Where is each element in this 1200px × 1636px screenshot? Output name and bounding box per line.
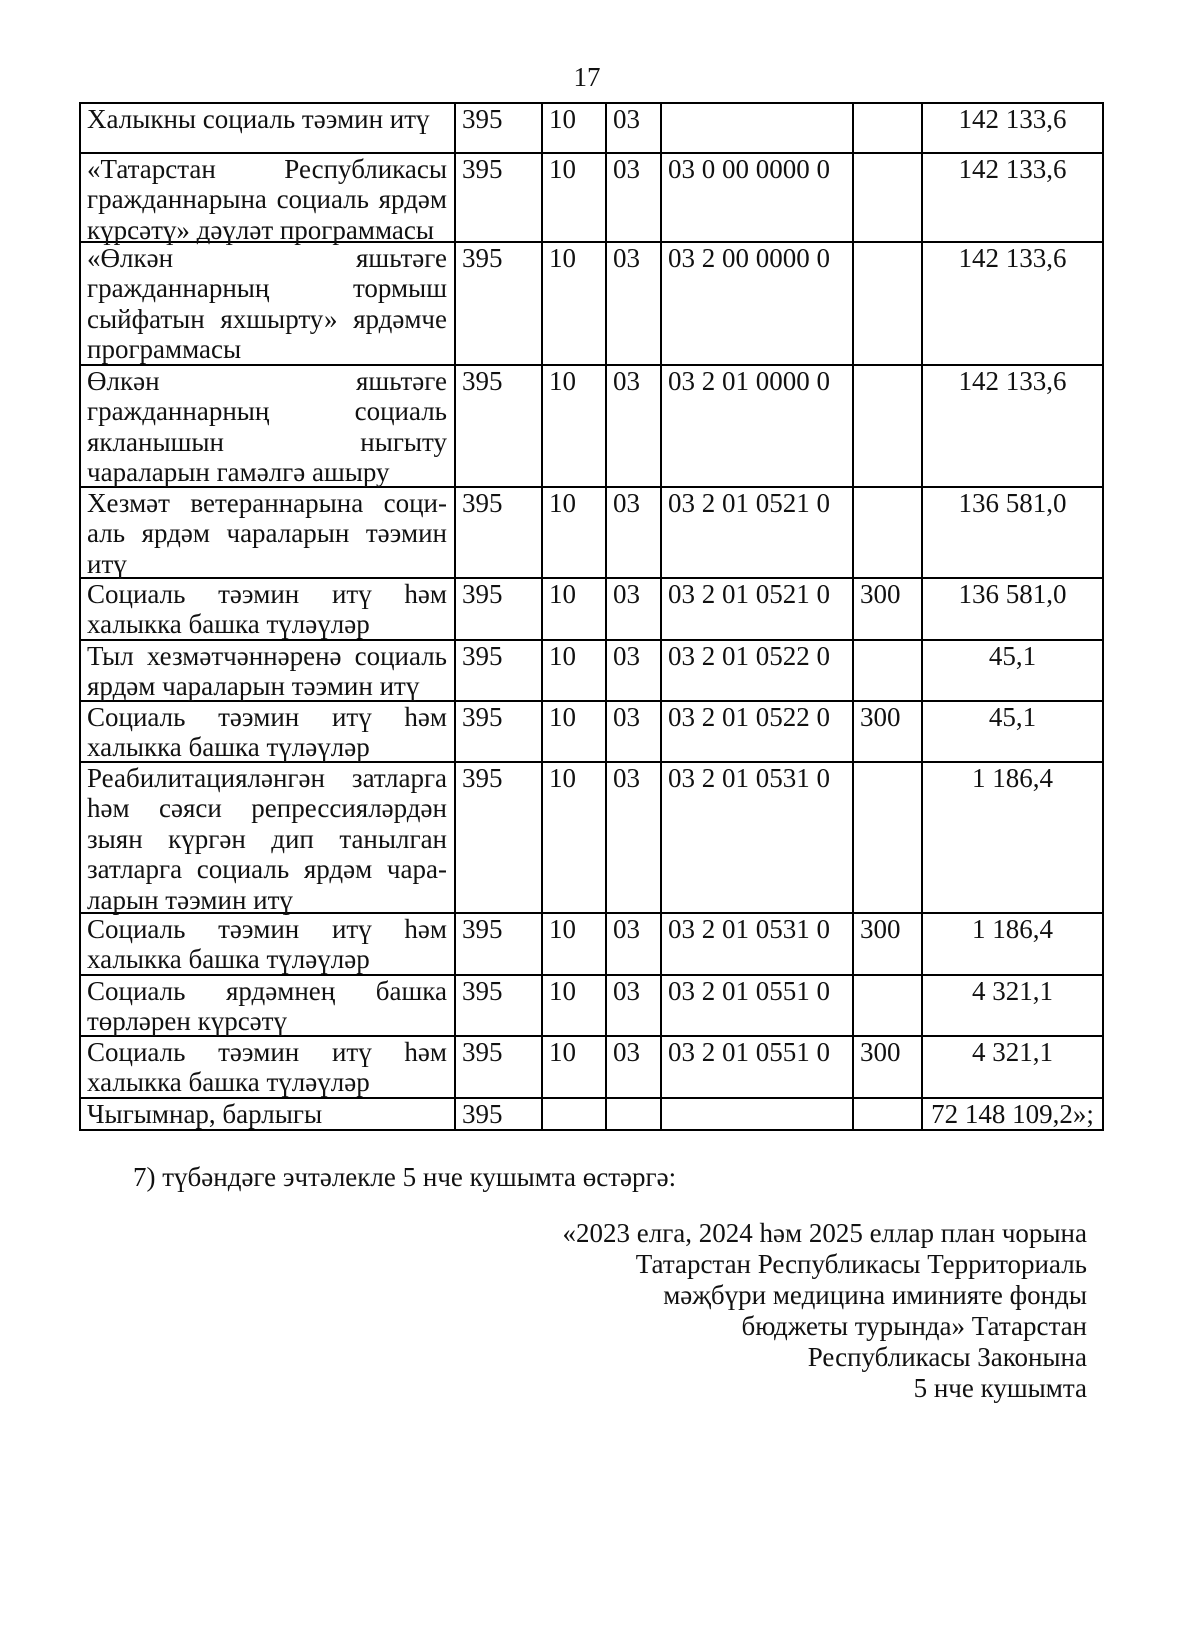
word: танылган <box>339 823 447 854</box>
expense-type-code-cell <box>854 1099 923 1131</box>
row-title-cell <box>81 488 456 579</box>
department-code-cell: 395 <box>456 1099 543 1131</box>
table-row <box>81 243 1104 366</box>
row-title-cell <box>81 104 456 154</box>
subsection-code-cell: 03 <box>607 641 662 702</box>
subsection-code-cell: 03 <box>607 976 662 1037</box>
amount-cell: 142 133,6 <box>923 154 1104 243</box>
expense-type-code-cell <box>854 641 923 702</box>
word: гражданнарның <box>87 273 270 304</box>
word: ярдәм <box>303 854 373 885</box>
row-title-line <box>87 243 447 273</box>
word: гражданнарына <box>87 184 267 215</box>
target-article-code-cell: 03 2 01 0551 0 <box>662 1037 854 1099</box>
table-row <box>81 366 1104 488</box>
word: яхшырту» <box>220 303 338 334</box>
appendix-heading-line: Республикасы Законына <box>807 1342 1087 1372</box>
row-title-cell <box>81 154 456 243</box>
word: Социаль <box>87 976 186 1006</box>
word: башка <box>375 976 447 1006</box>
word: итү <box>331 702 372 732</box>
section-code-cell: 10 <box>543 763 607 914</box>
amount-cell: 142 133,6 <box>923 366 1104 488</box>
amount-cell: 136 581,0 <box>923 579 1104 641</box>
target-article-code-cell <box>662 104 854 154</box>
row-title-line <box>87 763 447 793</box>
word: Хезмәт <box>87 488 170 518</box>
row-title-line: халыкка башка түләүләр <box>87 609 370 640</box>
row-title-cell <box>81 914 456 976</box>
table-row <box>81 1099 1104 1131</box>
table-row <box>81 641 1104 702</box>
table-row <box>81 488 1104 579</box>
target-article-code-cell: 03 2 01 0522 0 <box>662 702 854 763</box>
expense-type-code-cell <box>854 366 923 488</box>
section-code-cell: 10 <box>543 579 607 641</box>
row-title-line <box>87 488 447 518</box>
subsection-code-cell: 03 <box>607 366 662 488</box>
section-code-cell: 10 <box>543 366 607 488</box>
word: ярдәм <box>378 184 447 215</box>
word: социаль <box>354 641 447 671</box>
row-title-line: халыкка башка түләүләр <box>87 732 370 763</box>
row-title-line: чараларын гамәлгә ашыру <box>87 457 390 488</box>
section-code-cell: 10 <box>543 243 607 366</box>
appendix-heading-line: бюджеты турында» Татарстан <box>741 1311 1087 1341</box>
department-code-cell: 395 <box>456 366 543 488</box>
row-title-line <box>87 304 447 334</box>
word: Социаль <box>87 914 186 944</box>
department-code-cell: 395 <box>456 243 543 366</box>
expense-type-code-cell <box>854 154 923 243</box>
target-article-code-cell: 03 2 01 0000 0 <box>662 366 854 488</box>
row-title-line <box>87 824 447 854</box>
target-article-code-cell: 03 0 00 0000 0 <box>662 154 854 243</box>
row-title-line: итү <box>87 548 127 579</box>
department-code-cell: 395 <box>456 488 543 579</box>
word: тормыш <box>352 273 447 304</box>
row-title-cell <box>81 641 456 702</box>
department-code-cell: 395 <box>456 702 543 763</box>
amount-cell: 45,1 <box>923 702 1104 763</box>
row-title-line <box>87 273 447 303</box>
appendix-heading-line: Татарстан Республикасы Территориаль <box>635 1249 1087 1279</box>
row-title-line: халыкка башка түләүләр <box>87 944 370 975</box>
word: соци- <box>383 488 447 518</box>
department-code-cell: 395 <box>456 641 543 702</box>
word: социаль <box>196 854 290 885</box>
department-code-cell: 395 <box>456 104 543 154</box>
word: затларга <box>351 763 447 793</box>
word: ярдәмнең <box>225 976 336 1006</box>
word: Социаль <box>87 579 186 609</box>
row-title-line <box>87 579 447 609</box>
row-title-cell <box>81 763 456 914</box>
page-number: 17 <box>573 62 601 92</box>
department-code-cell: 395 <box>456 914 543 976</box>
row-title-line <box>87 702 447 732</box>
appendix-heading-line: «2023 елга, 2024 һәм 2025 еллар план чорына <box>562 1218 1087 1248</box>
word: Тыл <box>87 641 134 671</box>
amount-cell: 1 186,4 <box>923 763 1104 914</box>
target-article-code-cell: 03 2 01 0521 0 <box>662 488 854 579</box>
amount-cell: 4 321,1 <box>923 1037 1104 1099</box>
table-row <box>81 579 1104 641</box>
word: яшьтәге <box>356 366 447 396</box>
instruction-paragraph: 7) түбәндәге эчтәлекле 5 нче кушымта өстәргә: <box>133 1162 677 1192</box>
row-title-line: төрләрен күрсәтү <box>87 1006 287 1037</box>
row-title-line <box>87 1037 447 1067</box>
expense-type-code-cell: 300 <box>854 702 923 763</box>
word: чараларын <box>226 518 350 549</box>
row-title-line <box>87 396 447 426</box>
word: социаль <box>276 184 369 215</box>
row-title-cell <box>81 702 456 763</box>
word: тәэмин <box>218 579 300 609</box>
section-code-cell: 10 <box>543 914 607 976</box>
row-title-cell <box>81 579 456 641</box>
row-title-cell <box>81 1099 456 1131</box>
row-title-line <box>87 914 447 944</box>
amount-cell: 142 133,6 <box>923 104 1104 154</box>
word: репрессияләрдән <box>251 793 447 824</box>
subsection-code-cell: 03 <box>607 914 662 976</box>
expense-type-code-cell: 300 <box>854 1037 923 1099</box>
word: яшьтәге <box>356 243 447 273</box>
row-title-line: Халыкны социаль тәэмин итү <box>87 104 430 134</box>
target-article-code-cell: 03 2 01 0531 0 <box>662 763 854 914</box>
department-code-cell: 395 <box>456 154 543 243</box>
word: хезмәтчәннәренә <box>146 641 342 671</box>
word: күргән <box>168 823 246 854</box>
target-article-code-cell <box>662 1099 854 1131</box>
word: ярдәмче <box>353 303 447 334</box>
word: социаль <box>354 396 447 427</box>
table-row <box>81 914 1104 976</box>
row-title-line: программасы <box>87 334 242 365</box>
word: һәм <box>404 1037 447 1067</box>
word: «Татарстан <box>87 154 216 184</box>
section-code-cell: 10 <box>543 1037 607 1099</box>
word: Социаль <box>87 702 186 732</box>
word: һәм <box>404 579 447 609</box>
word: затларга <box>87 854 183 885</box>
word: ныгыту <box>360 426 447 457</box>
subsection-code-cell: 03 <box>607 104 662 154</box>
expense-type-code-cell <box>854 763 923 914</box>
word: сыйфатын <box>87 303 205 334</box>
row-title-line <box>87 154 447 184</box>
word: «Өлкән <box>87 243 174 273</box>
row-title-cell <box>81 243 456 366</box>
word: тәэмин <box>218 1037 300 1067</box>
target-article-code-cell: 03 2 01 0551 0 <box>662 976 854 1037</box>
word: чара- <box>386 854 447 885</box>
section-code-cell: 10 <box>543 154 607 243</box>
target-article-code-cell: 03 2 00 0000 0 <box>662 243 854 366</box>
target-article-code-cell: 03 2 01 0521 0 <box>662 579 854 641</box>
expense-type-code-cell <box>854 976 923 1037</box>
word: итү <box>331 579 372 609</box>
word: зыян <box>87 823 143 854</box>
appendix-heading <box>562 1218 1087 1404</box>
word: гражданнарның <box>87 396 270 427</box>
word: дип <box>271 823 314 854</box>
word: Социаль <box>87 1037 186 1067</box>
section-code-cell: 10 <box>543 104 607 154</box>
row-title-cell <box>81 366 456 488</box>
amount-cell: 72 148 109,2»; <box>923 1099 1104 1131</box>
expense-type-code-cell <box>854 243 923 366</box>
table-row <box>81 1037 1104 1099</box>
word: итү <box>331 914 372 944</box>
subsection-code-cell: 03 <box>607 702 662 763</box>
row-title-line: күрсәтү» дәүләт программасы <box>87 214 434 245</box>
row-title-line: ларын тәэмин итү <box>87 884 293 915</box>
amount-cell: 136 581,0 <box>923 488 1104 579</box>
word: ветераннарына <box>190 488 364 518</box>
word: тәэмин <box>365 518 447 549</box>
target-article-code-cell: 03 2 01 0531 0 <box>662 914 854 976</box>
target-article-code-cell: 03 2 01 0522 0 <box>662 641 854 702</box>
subsection-code-cell <box>607 1099 662 1131</box>
budget-table <box>79 102 1104 1131</box>
table-row <box>81 104 1104 154</box>
amount-cell: 45,1 <box>923 641 1104 702</box>
row-title-line <box>87 976 447 1006</box>
row-title-line <box>87 366 447 396</box>
word: һәм <box>87 793 130 824</box>
row-title-line: ярдәм чараларын тәэмин итү <box>87 671 420 702</box>
section-code-cell: 10 <box>543 488 607 579</box>
expense-type-code-cell: 300 <box>854 914 923 976</box>
section-code-cell: 10 <box>543 702 607 763</box>
row-title-line <box>87 793 447 823</box>
amount-cell: 4 321,1 <box>923 976 1104 1037</box>
row-title-line <box>87 518 447 548</box>
amount-cell: 1 186,4 <box>923 914 1104 976</box>
word: аль <box>87 518 126 549</box>
word: һәм <box>404 914 447 944</box>
subsection-code-cell: 03 <box>607 154 662 243</box>
word: ярдәм <box>141 518 210 549</box>
section-code-cell <box>543 1099 607 1131</box>
expense-type-code-cell <box>854 488 923 579</box>
appendix-heading-line: 5 нче кушымта <box>913 1373 1087 1403</box>
word: итү <box>331 1037 372 1067</box>
section-code-cell: 10 <box>543 976 607 1037</box>
expense-type-code-cell <box>854 104 923 154</box>
department-code-cell: 395 <box>456 1037 543 1099</box>
table-row <box>81 763 1104 914</box>
word: һәм <box>404 702 447 732</box>
table-row <box>81 154 1104 243</box>
word: сәяси <box>159 793 222 824</box>
word: Реабилитацияләнгән <box>87 763 325 793</box>
amount-cell: 142 133,6 <box>923 243 1104 366</box>
row-title-cell <box>81 976 456 1037</box>
row-title-cell <box>81 1037 456 1099</box>
word: тәэмин <box>218 914 300 944</box>
table-row <box>81 702 1104 763</box>
subsection-code-cell: 03 <box>607 579 662 641</box>
row-title-line: халыкка башка түләүләр <box>87 1067 370 1098</box>
word: Республикасы <box>284 154 447 184</box>
row-title-line <box>87 641 447 671</box>
department-code-cell: 395 <box>456 579 543 641</box>
appendix-heading-line: мәҗбүри медицина иминияте фонды <box>663 1280 1087 1310</box>
department-code-cell: 395 <box>456 763 543 914</box>
department-code-cell: 395 <box>456 976 543 1037</box>
word: тәэмин <box>218 702 300 732</box>
section-code-cell: 10 <box>543 641 607 702</box>
subsection-code-cell: 03 <box>607 763 662 914</box>
row-title-line <box>87 854 447 884</box>
row-title-line <box>87 427 447 457</box>
subsection-code-cell: 03 <box>607 1037 662 1099</box>
row-title-line: Чыгымнар, барлыгы <box>87 1099 323 1129</box>
expense-type-code-cell: 300 <box>854 579 923 641</box>
table-row <box>81 976 1104 1037</box>
subsection-code-cell: 03 <box>607 488 662 579</box>
row-title-line <box>87 184 447 214</box>
word: якланышын <box>87 426 224 457</box>
subsection-code-cell: 03 <box>607 243 662 366</box>
word: Өлкән <box>87 366 160 396</box>
